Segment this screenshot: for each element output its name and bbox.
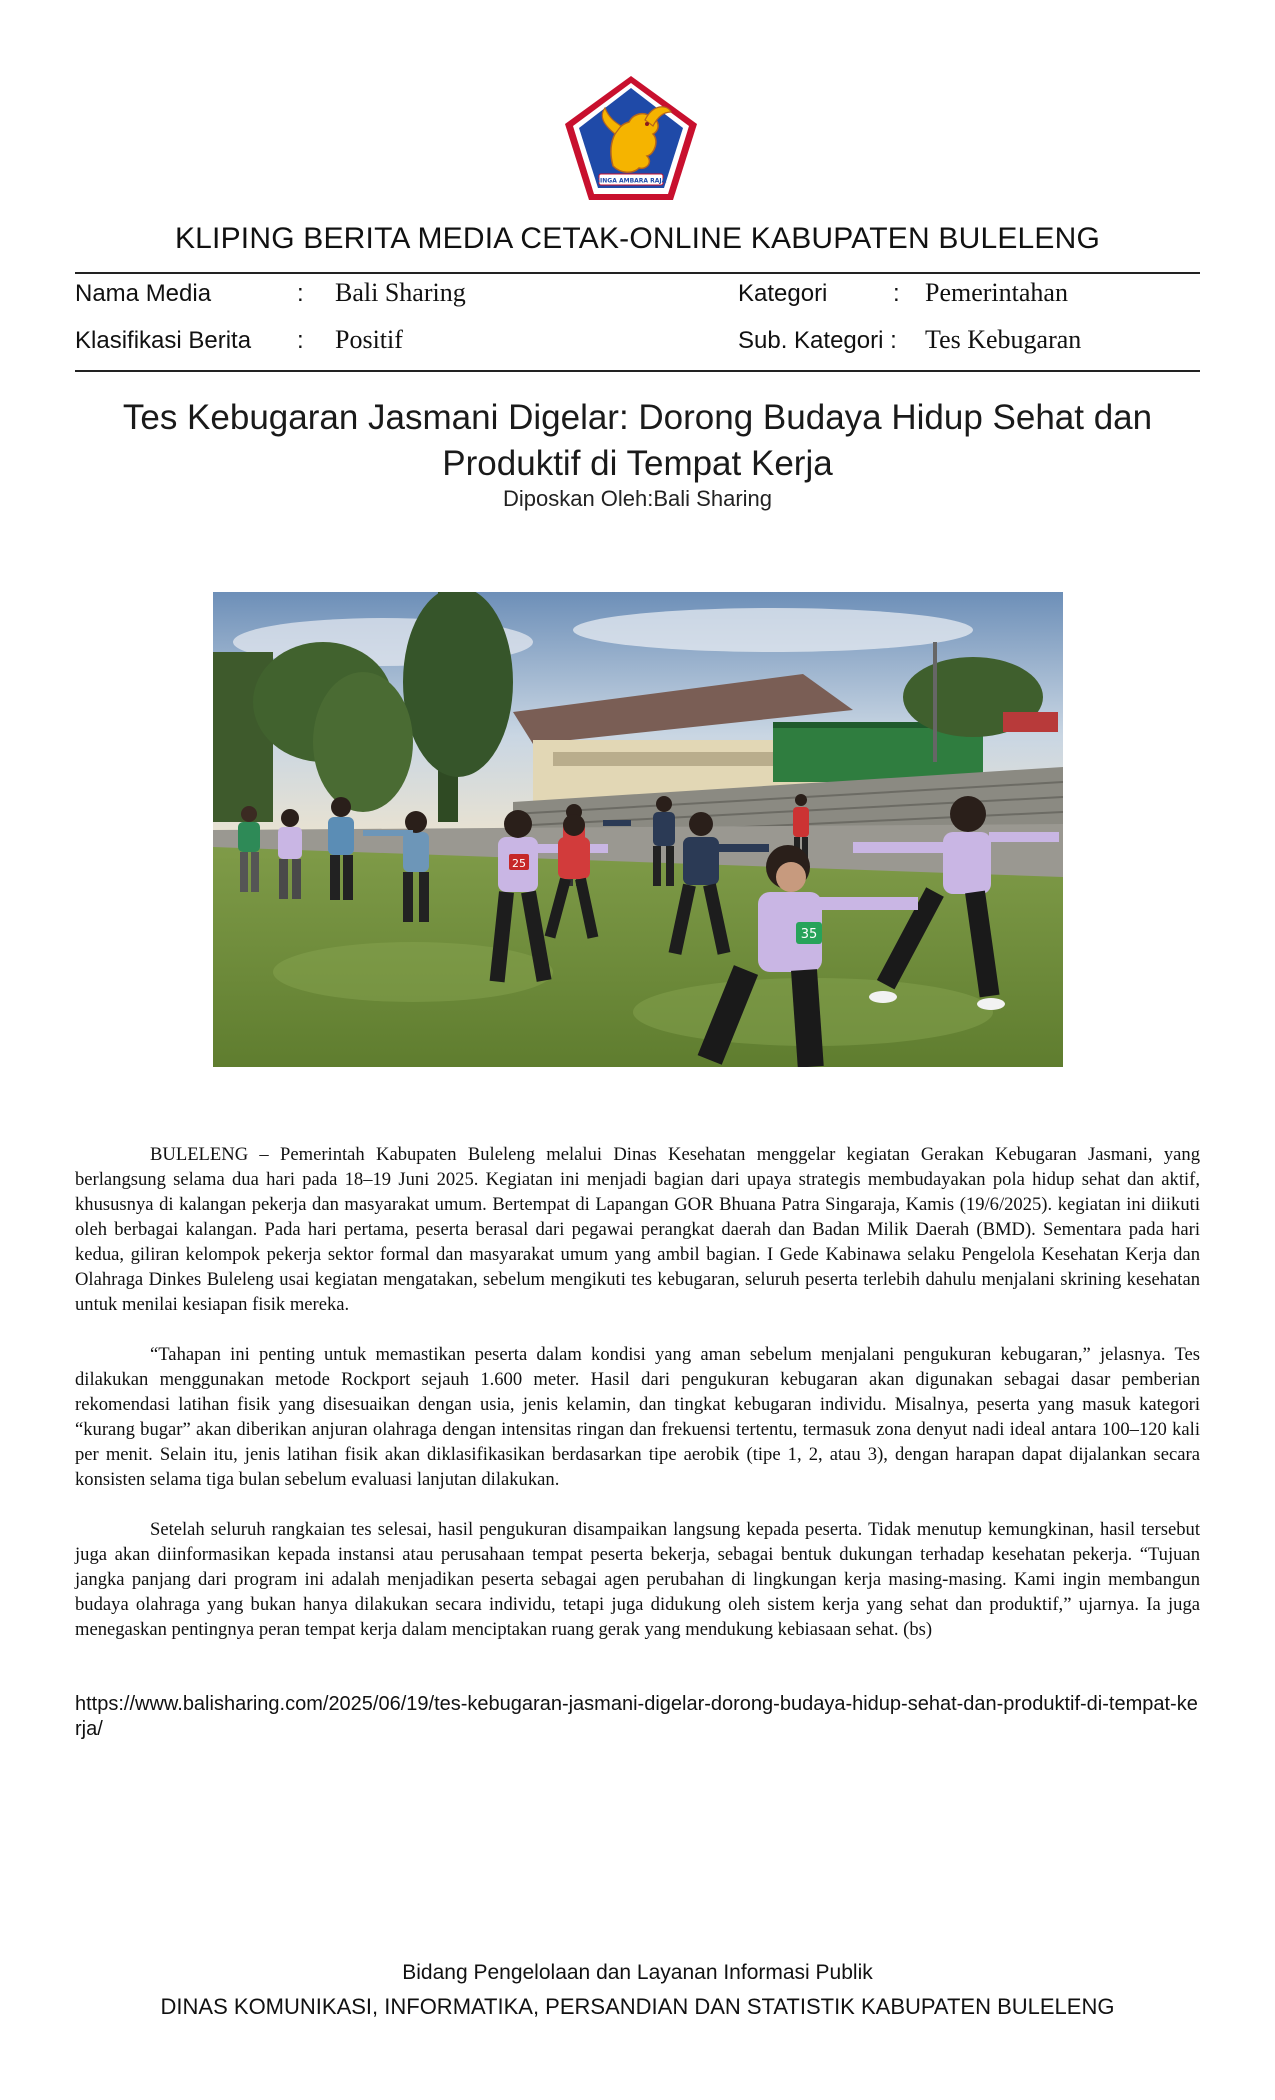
headline-line-2: Produktif di Tempat Kerja: [442, 444, 833, 483]
article-paragraph: BULELENG – Pemerintah Kabupaten Buleleng melalui Dinas Kesehatan menggelar kegiatan Gerakan Kebugaran Jasmani, yang berlangsung selama dua hari pada 18–19 Juni 2025. Kegiatan ini menjadi bagian dari upaya strategis membudayakan pola hidup sehat dan aktif, khususnya di kalangan pekerja dan masyarakat umum. Bertempat di Lapangan GOR Bhuana Patra Singaraja, Kamis (19/6/2025). kegiatan ini diikuti oleh berbagai kalangan. Pada hari pertama, peserta berasal dari pegawai perangkat daerah dan Badan Milik Daerah (BMD). Sementara pada hari kedua, giliran kelompok pekerja sektor formal dan masyarakat umum yang ambil bagian. I Gede Kabinawa selaku Pengelola Kesehatan Kerja dan Olahraga Dinkes Buleleng usai kegiatan mengatakan, sebelum mengikuti tes kebugaran, seluruh peserta terlebih dahulu menjalani skrining kesehatan untuk menilai kesiapan fisik mereka.: [75, 1144, 1200, 1315]
article-headline: [100, 395, 1175, 487]
nama-media-colon: :: [297, 280, 304, 307]
bib-number-2: 35: [800, 927, 818, 942]
kategori-colon: :: [893, 280, 900, 307]
bottom-divider: [75, 370, 1200, 372]
klasifikasi-colon: :: [297, 327, 304, 354]
sub-kategori-label: Sub. Kategori :: [738, 327, 897, 354]
klasifikasi-label: Klasifikasi Berita: [75, 327, 252, 354]
headline-line-1: Tes Kebugaran Jasmani Digelar: Dorong Budaya Hidup Sehat dan: [122, 398, 1153, 437]
kategori-label: Kategori: [738, 280, 828, 307]
bib-number-1: 25: [512, 857, 526, 870]
clipping-title: KLIPING BERITA MEDIA CETAK-ONLINE KABUPATEN BULELENG: [174, 222, 1101, 255]
source-url[interactable]: https://www.balisharing.com/2025/06/19/tes-kebugaran-jasmani-digelar-dorong-budaya-hidup-sehat-dan-produktif-di-tempat-kerja/: [75, 1693, 1198, 1740]
kabupaten-buleleng-logo: [563, 74, 699, 202]
klasifikasi-value: Positif: [335, 325, 403, 354]
top-divider: [75, 272, 1200, 274]
logo-motto: SINGA AMBARA RAJA: [595, 177, 667, 185]
article-byline: Diposkan Oleh:Bali Sharing: [502, 486, 773, 511]
kategori-value: Pemerintahan: [925, 278, 1068, 307]
article-photo: [213, 592, 1063, 1067]
fitness-event-photo: [213, 592, 1063, 1067]
footer-division: Bidang Pengelolaan dan Layanan Informasi Publik: [402, 1961, 873, 1984]
article-paragraph: “Tahapan ini penting untuk memastikan peserta dalam kondisi yang aman sebelum menjalani pengukuran kebugaran,” jelasnya. Tes dilakukan menggunakan metode Rockport sejauh 1.600 meter. Hasil dari pengukuran kebugaran akan digunakan sebagai dasar pemberian rekomendasi latihan fisik yang disesuaikan dengan usia, jenis kelamin, dan tingkat kebugaran individu. Misalnya, peserta yang masuk kategori “kurang bugar” akan diberikan anjuran olahraga dengan intensitas ringan dan frekuensi tertentu, termasuk zona denyut nadi ideal antara 100–120 kali per menit. Selain itu, jenis latihan fisik akan diklasifikasikan berdasarkan tipe aerobik (tipe 1, 2, atau 3), dengan harapan dapat dijalankan secara konsisten selama tiga bulan sebelum evaluasi lanjutan dilakukan.: [75, 1344, 1200, 1490]
sub-kategori-value: Tes Kebugaran: [925, 325, 1082, 354]
footer-agency: DINAS KOMUNIKASI, INFORMATIKA, PERSANDIAN DAN STATISTIK KABUPATEN BULELENG: [160, 1994, 1115, 2019]
nama-media-value: Bali Sharing: [335, 278, 466, 307]
nama-media-label: Nama Media: [75, 280, 212, 307]
article-body: [75, 1142, 1200, 1667]
article-paragraph: Setelah seluruh rangkaian tes selesai, hasil pengukuran disampaikan langsung kepada peserta. Tidak menutup kemungkinan, hasil tersebut juga akan diinformasikan kepada instansi atau perusahaan tempat peserta bekerja, sebagai bentuk dukungan terhadap kesehatan pekerja. “Tujuan jangka panjang dari program ini adalah menjadikan peserta sebagai agen perubahan di lingkungan kerja masing-masing. Kami ingin membangun budaya olahraga yang bukan hanya dilakukan secara individu, tetapi juga didukung oleh sistem kerja yang sehat dan produktif,” ujarnya. Ia juga menegaskan pentingnya peran tempat kerja dalam menciptakan ruang gerak yang mendukung kebiasaan sehat. (bs): [75, 1519, 1200, 1640]
